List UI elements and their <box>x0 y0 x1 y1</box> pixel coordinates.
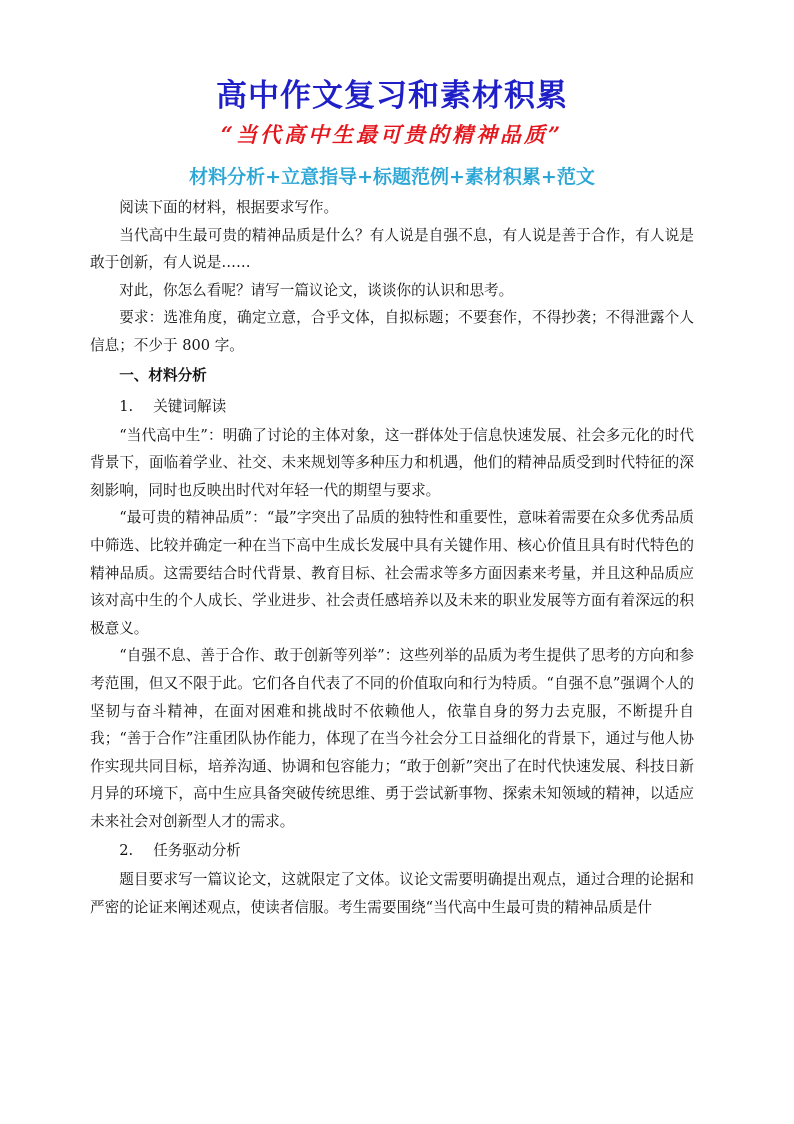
subsection-number: 1. <box>119 397 134 415</box>
subsection-heading-task <box>90 835 694 866</box>
section-heading-material-analysis: 一、材料分析 <box>119 366 207 384</box>
prompt-instruction: 阅读下面的材料，根据要求写作。 <box>119 199 339 216</box>
prompt-material: 当代高中生最可贵的精神品质是什么？有人说是自强不息，有人说是善于合作，有人说是敢于创新，有人说是…… <box>90 226 694 272</box>
document-tagline: 材料分析+立意指导+标题范例+素材积累+范文 <box>189 166 595 188</box>
prompt-question: 对此，你怎么看呢？请写一篇议论文，谈谈你的认识和思考。 <box>119 281 514 299</box>
document-subtitle: “当代高中生最可贵的精神品质” <box>220 122 564 147</box>
subsection-number: 2. <box>119 842 134 860</box>
subsection-title: 任务驱动分析 <box>153 842 241 860</box>
subsection-title: 关键词解读 <box>153 397 227 415</box>
document-title: 高中作文复习和素材积累 <box>216 78 568 114</box>
keyword-paragraph-quality: “最可贵的精神品质”：“最”字突出了品质的独特性和重要性，意味着需要在众多优秀品质中筛选、比较并确定一种在当下高中生成长发展中具有关键作用、核心价值且具有时代特色的精神品质。这需要结合时代背景、教育目标、社会需求等多方面因素来考量，并且这种品质应该对高中生的个人成长、学业进步、社会责任感培养以及未来的职业发展等方面有着深远的积极意义。 <box>90 509 694 637</box>
keyword-paragraph-examples: “自强不息、善于合作、敢于创新等列举”：这些列举的品质为考生提供了思考的方向和参考范围，但又不限于此。它们各自代表了不同的价值取向和行为特质。“自强不息”强调个人的坚韧与奋斗精神，在面对困难和挑战时不依赖他人，依靠自身的努力去克服，不断提升自我；“善于合作”注重团队协作能力，体现了在当今社会分工日益细化的背景下，通过与他人协作实现共同目标，培养沟通、协调和包容能力；“敢于创新”突出了在时代快速发展、科技日新月异的环境下，高中生应具备突破传统思维、勇于尝试新事物、探索未知领域的精神，以适应未来社会对创新型人才的需求。 <box>90 647 694 830</box>
keyword-paragraph-students: “当代高中生”：明确了讨论的主体对象，这一群体处于信息快速发展、社会多元化的时代背景下，面临着学业、社交、未来规划等多种压力和机遇，他们的精神品质受到时代特征的深刻影响，同时也反映出时代对年轻一代的期望与要求。 <box>90 426 694 499</box>
task-paragraph: 题目要求写一篇议论文，这就限定了文体。议论文需要明确提出观点，通过合理的论据和严密的论证来阐述观点，使读者信服。考生需要围绕“当代高中生最可贵的精神品质是什 <box>90 871 694 917</box>
subsection-heading-keywords <box>90 391 694 422</box>
prompt-requirements: 要求：选准角度，确定立意，合乎文体，自拟标题；不要套作，不得抄袭；不得泄露个人信息；不少于 800 字。 <box>90 309 694 354</box>
